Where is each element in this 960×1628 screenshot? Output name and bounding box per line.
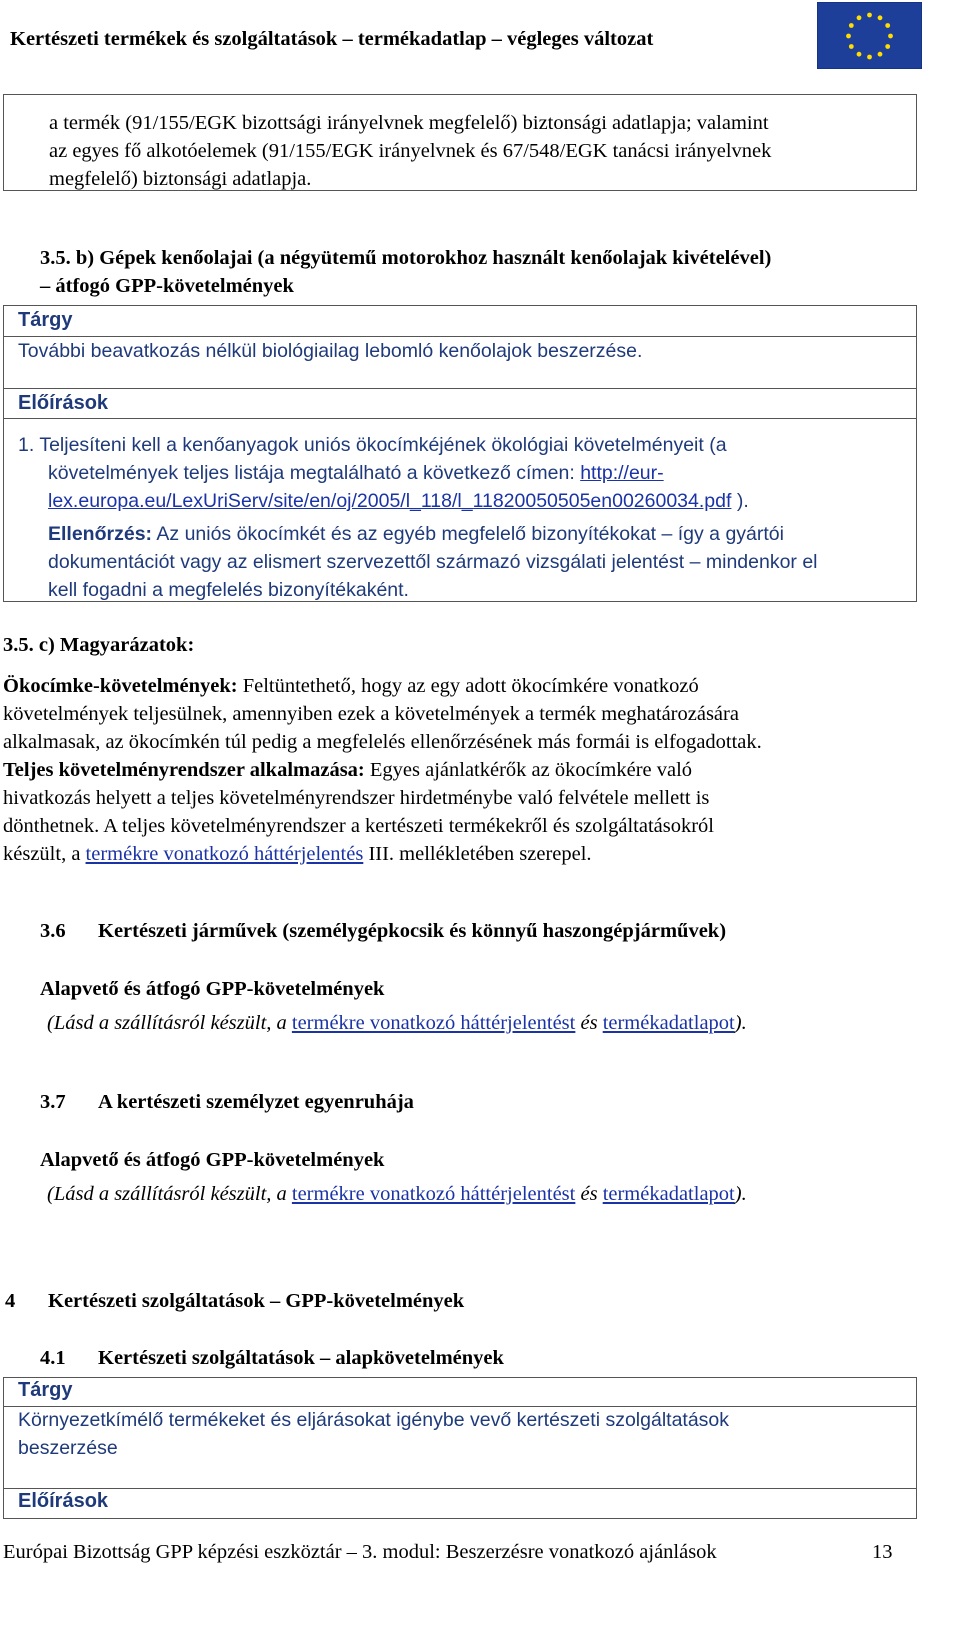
s37-note-b: és xyxy=(575,1183,603,1205)
s37-note-c: ). xyxy=(734,1183,747,1205)
item1-end: ). xyxy=(731,490,749,512)
p2-line-1 xyxy=(3,756,692,784)
s37-background-report-link[interactable]: termékre vonatkozó háttérjelentést xyxy=(291,1183,576,1205)
item1-line-1: 1. Teljesíteni kell a kenőanyagok uniós ökocímkéjének ökológiai követelményeit (a xyxy=(18,434,727,456)
p2-text-1: Egyes ajánlatkérők az ökocímkére való xyxy=(364,759,693,781)
box1-line-1: a termék (91/155/EGK bizottsági irányelvnek megfelelő) biztonsági adatlapja; valamint xyxy=(49,112,769,134)
section-3-6-subheading: Alapvető és átfogó GPP-követelmények xyxy=(40,978,385,1000)
ecolabel-link-part-1[interactable]: http://eur- xyxy=(580,462,664,484)
background-report-link[interactable]: termékre vonatkozó háttérjelentés xyxy=(85,843,364,865)
eu-flag-icon xyxy=(817,2,922,69)
p2-text-4a: készült, a xyxy=(3,843,86,865)
services-criteria-table xyxy=(3,1377,917,1519)
section-3-6-number: 3.6 xyxy=(40,920,66,942)
page-number: 13 xyxy=(872,1541,893,1563)
ecolabel-link-part-2[interactable]: lex.europa.eu/LexUriServ/site/en/oj/2005/l_118/l_11820050505en00260034.pdf xyxy=(48,490,732,512)
ellenorzes-line-3: kell fogadni a megfelelés bizonyítékaként. xyxy=(48,579,409,601)
s36-note-b: és xyxy=(575,1012,603,1034)
section-4-number: 4 xyxy=(5,1290,16,1312)
section-3-7-subheading: Alapvető és átfogó GPP-követelmények xyxy=(40,1149,385,1171)
s37-product-sheet-link[interactable]: termékadatlapot xyxy=(602,1183,735,1205)
s41-targy-line-2: beszerzése xyxy=(18,1437,118,1459)
targy-text: További beavatkozás nélkül biológiailag lebomló kenőolajok beszerzése. xyxy=(18,340,643,362)
ellenorzes-label: Ellenőrzés: xyxy=(48,523,153,545)
safety-datasheet-box xyxy=(3,94,917,191)
section-3-6-title: Kertészeti járművek (személygépkocsik és könnyű haszongépjárművek) xyxy=(98,920,727,942)
eloirasok-label: Előírások xyxy=(18,392,109,414)
s36-note-c: ). xyxy=(734,1012,747,1034)
ellenorzes-line-2: dokumentációt vagy az elismert szervezettől származó vizsgálati jelentést – mindenkor el xyxy=(48,551,818,573)
section-3-7-number: 3.7 xyxy=(40,1091,66,1113)
s36-note-a: (Lásd a szállításról készült, a xyxy=(47,1012,292,1034)
p1-line-2: követelmények teljesülnek, amennyiben ezek a követelmények a termék meghatározására xyxy=(3,703,739,725)
section-3-6-note xyxy=(47,1009,747,1037)
ellenorzes-text-1: Az uniós ökocímkét és az egyéb megfelelő bizonyítékokat – így a gyártói xyxy=(152,523,784,545)
p2-line-4 xyxy=(3,840,592,868)
p1-line-3: alkalmasak, az ökocímkén túl pedig a megfelelés ellenőrzésének más formái is elfogadottak. xyxy=(3,731,762,753)
p2-text-4b: III. mellékletében szerepel. xyxy=(363,843,592,865)
s37-note-a: (Lásd a szállításról készült, a xyxy=(47,1183,292,1205)
header-title: Kertészeti termékek és szolgáltatások – termékadatlap – végleges változat xyxy=(10,28,654,50)
section-3-5-b-heading-1: 3.5. b) Gépek kenőolajai (a négyütemű motorokhoz használt kenőolajak kivételével) xyxy=(40,247,772,269)
full-criteria-label: Teljes követelményrendszer alkalmazása: xyxy=(3,759,365,781)
section-4-1-number: 4.1 xyxy=(40,1347,66,1369)
section-3-7-title: A kertészeti személyzet egyenruhája xyxy=(98,1091,414,1113)
footer-text: Európai Bizottság GPP képzési eszköztár – 3. modul: Beszerzésre vonatkozó ajánlások xyxy=(3,1541,717,1563)
p1-text-1: Feltüntethető, hogy az egy adott ökocímkére vonatkozó xyxy=(237,675,699,697)
targy-label: Tárgy xyxy=(18,309,73,331)
item1-line-3 xyxy=(48,487,749,515)
section-4-1-title: Kertészeti szolgáltatások – alapkövetelmények xyxy=(98,1347,504,1369)
item1-line-2-text: követelmények teljes listája megtalálható a következő címen: xyxy=(48,462,581,484)
box1-line-2: az egyes fő alkotóelemek (91/155/EGK irányelvnek és 67/548/EGK tanácsi irányelvnek xyxy=(49,140,772,162)
section-3-7-note xyxy=(47,1180,747,1208)
s36-product-sheet-link[interactable]: termékadatlapot xyxy=(602,1012,735,1034)
ellenorzes-line-1 xyxy=(48,520,784,548)
item1-line-2 xyxy=(48,459,664,487)
p2-line-2: hivatkozás helyett a teljes követelményrendszer hirdetménybe való felvétele mellett is xyxy=(3,787,710,809)
box1-line-3: megfelelő) biztonsági adatlapja. xyxy=(49,168,312,190)
ecolabel-requirements-label: Ökocímke-követelmények: xyxy=(3,675,238,697)
p1-line-1 xyxy=(3,672,699,700)
s41-eloirasok-label: Előírások xyxy=(18,1490,109,1512)
section-3-5-c-heading: 3.5. c) Magyarázatok: xyxy=(3,634,195,656)
s41-targy-line-1: Környezetkímélő termékeket és eljárásokat igénybe vevő kertészeti szolgáltatások xyxy=(18,1409,730,1431)
lubricant-criteria-table xyxy=(3,305,917,602)
s36-background-report-link[interactable]: termékre vonatkozó háttérjelentést xyxy=(291,1012,576,1034)
section-3-5-b-heading-2: – átfogó GPP-követelmények xyxy=(40,275,294,297)
section-4-title: Kertészeti szolgáltatások – GPP-követelmények xyxy=(48,1290,465,1312)
p2-line-3: dönthetnek. A teljes követelményrendszer a kertészeti termékekről és szolgáltatásokról xyxy=(3,815,714,837)
s41-targy-label: Tárgy xyxy=(18,1379,73,1401)
